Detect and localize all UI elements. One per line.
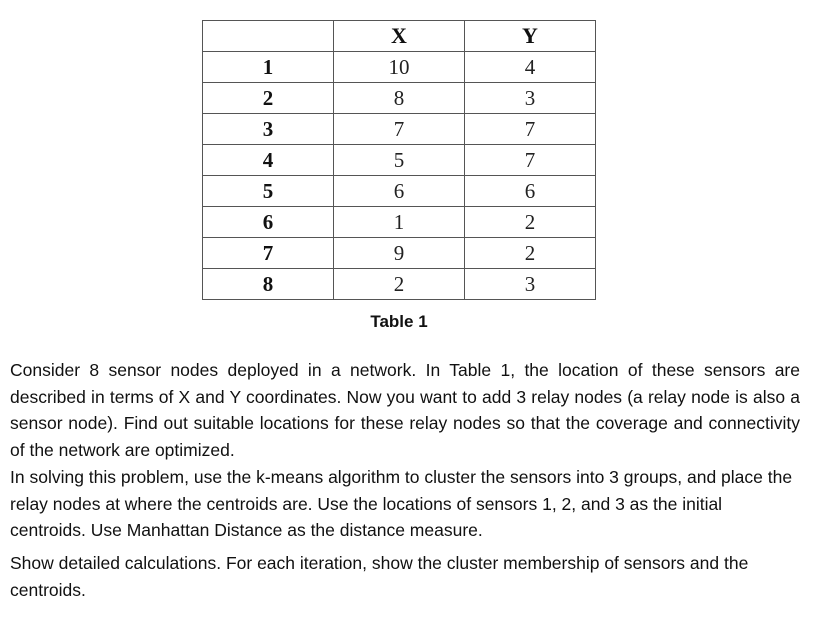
y-cell: 2	[465, 207, 596, 238]
sensor-id-cell: 2	[203, 83, 334, 114]
y-cell: 3	[465, 83, 596, 114]
sensor-id-cell: 7	[203, 238, 334, 269]
table-row	[203, 52, 596, 83]
x-cell: 5	[334, 145, 465, 176]
sensor-id-cell: 1	[203, 52, 334, 83]
y-cell: 6	[465, 176, 596, 207]
table-row	[203, 145, 596, 176]
header-index	[203, 21, 334, 52]
x-cell: 10	[334, 52, 465, 83]
header-x: X	[334, 21, 465, 52]
header-y: Y	[465, 21, 596, 52]
table-row	[203, 114, 596, 145]
x-cell: 1	[334, 207, 465, 238]
x-cell: 6	[334, 176, 465, 207]
problem-paragraph-3: Show detailed calculations. For each iteration, show the cluster membership of sensors and the centroids.	[10, 553, 749, 600]
sensor-table	[202, 20, 596, 300]
sensor-id-cell: 3	[203, 114, 334, 145]
y-cell: 7	[465, 114, 596, 145]
problem-paragraph-2: In solving this problem, use the k-means algorithm to cluster the sensors into 3 groups, and place the relay nodes at where the centroids are. Use the locations of sensors 1, 2, and 3 as the initial centroids. Use Manhattan Distance as the distance measure.	[10, 467, 793, 540]
sensor-id-cell: 4	[203, 145, 334, 176]
table-row	[203, 238, 596, 269]
x-cell: 7	[334, 114, 465, 145]
y-cell: 4	[465, 52, 596, 83]
y-cell: 2	[465, 238, 596, 269]
problem-paragraph-1: Consider 8 sensor nodes deployed in a network. In Table 1, the location of these sensors are described in terms of X and Y coordinates. Now you want to add 3 relay nodes (a relay node is also a sensor node). Find out suitable locations for these relay nodes so that the coverage and connectivity of the network are optimized.	[10, 360, 800, 460]
table-row	[203, 269, 596, 300]
sensor-id-cell: 6	[203, 207, 334, 238]
y-cell: 7	[465, 145, 596, 176]
y-cell: 3	[465, 269, 596, 300]
table-caption: Table 1	[370, 312, 428, 331]
x-cell: 8	[334, 83, 465, 114]
table-row	[203, 83, 596, 114]
x-cell: 2	[334, 269, 465, 300]
sensor-id-cell: 5	[203, 176, 334, 207]
table-header-row	[203, 21, 596, 52]
table-row	[203, 176, 596, 207]
x-cell: 9	[334, 238, 465, 269]
table-row	[203, 207, 596, 238]
sensor-id-cell: 8	[203, 269, 334, 300]
